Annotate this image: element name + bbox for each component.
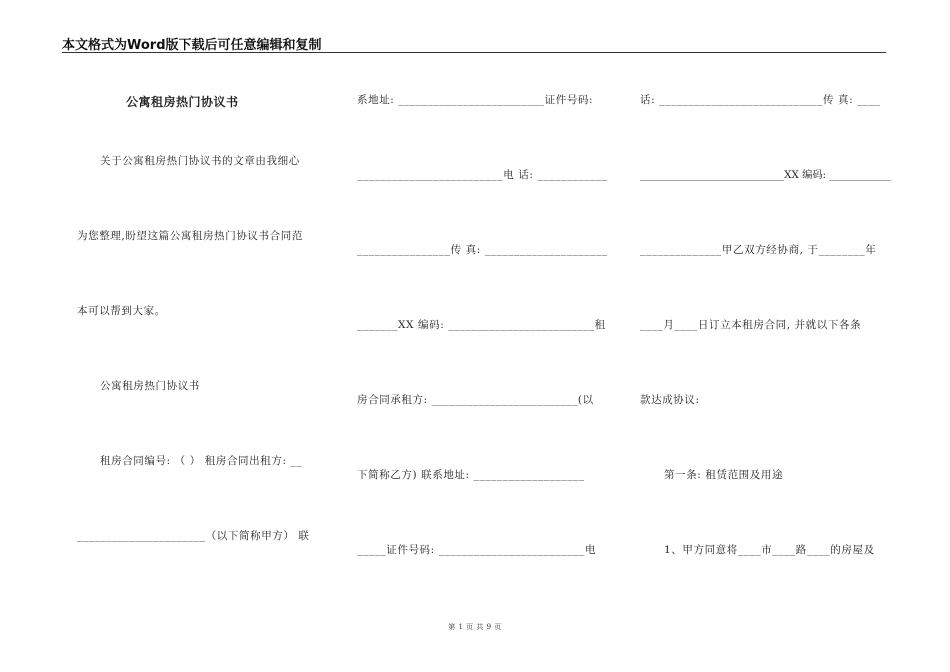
page-footer: 第 1 页 共 9 页 <box>448 623 502 631</box>
text-line: 系地址: _________________________证件号码: <box>357 94 594 106</box>
section-heading: 第一条: 租赁范围及用途 <box>664 469 784 481</box>
header-text: 本文格式为Word版下载后可任意编辑和复制 <box>62 38 322 53</box>
document-title: 公寓租房热门协议书 <box>126 95 239 109</box>
text-line: 房合同承租方: _________________________(以 <box>357 394 594 406</box>
text-line: 关于公寓租房热门协议书的文章由我细心 <box>100 155 300 167</box>
document-header <box>62 36 886 53</box>
text-line: _____证件号码: _________________________电 <box>357 544 597 556</box>
text-line: ____________________________XX 编码: ____________ <box>640 169 892 181</box>
section-heading: 公寓租房热门协议书 <box>100 380 200 392</box>
text-line: ______________________（以下简称甲方） 联 <box>77 530 310 542</box>
text-line: 1、甲方同意将____市____路____的房屋及 <box>664 544 875 556</box>
text-line: _________________________电 话: ____________ <box>357 169 608 181</box>
text-line: 租房合同编号: （ ） 租房合同出租方: __ <box>100 455 303 467</box>
text-line: _______XX 编码: _________________________租 <box>357 319 606 331</box>
text-line: ________________传 真: _____________________ <box>357 244 608 256</box>
text-line: 款达成协议: <box>640 394 700 406</box>
text-line: ______________甲乙双方经协商, 于________年 <box>640 244 877 256</box>
text-line: 话: ____________________________传 真: ____ <box>640 94 881 106</box>
text-line: 本可以帮到大家。 <box>77 305 166 317</box>
text-line: 为您整理,盼望这篇公寓租房热门协议书合同范 <box>77 230 303 242</box>
text-line: ____月____日订立本租房合同, 并就以下各条 <box>640 319 862 331</box>
text-line: 下简称乙方) 联系地址: ___________________ <box>357 469 585 481</box>
